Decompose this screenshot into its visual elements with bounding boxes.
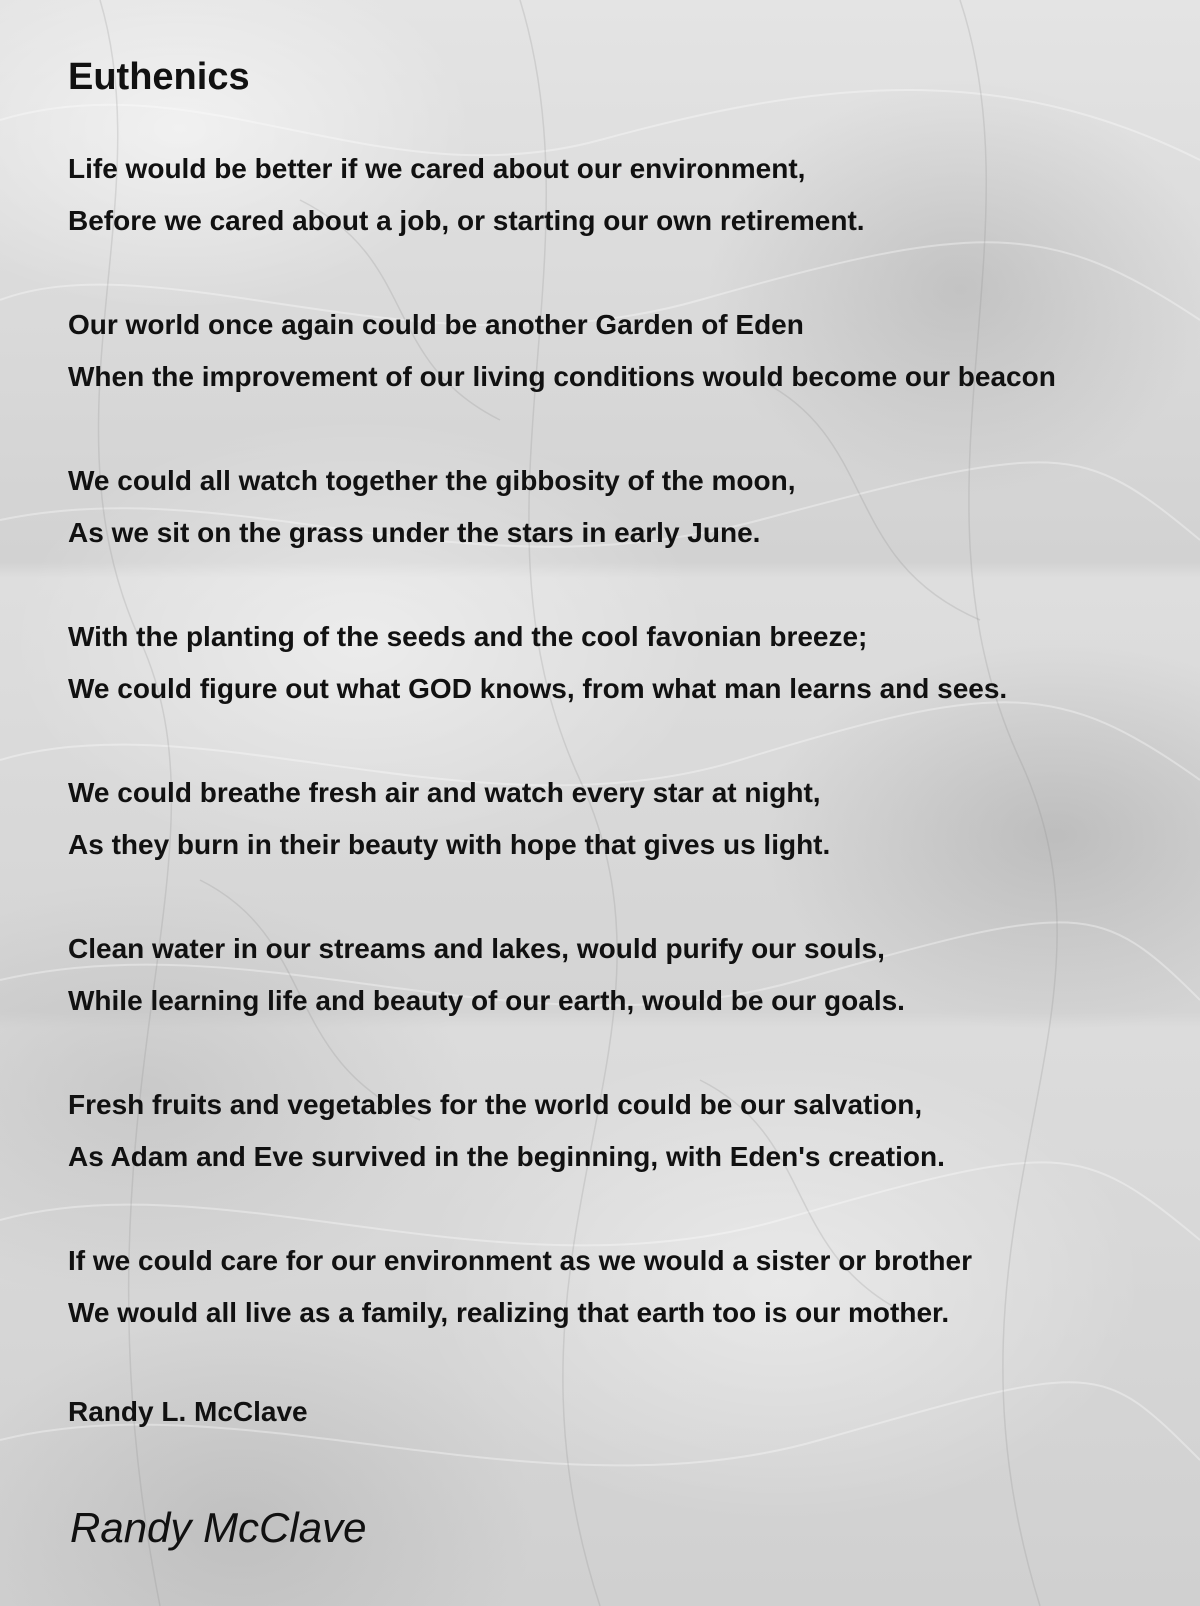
stanza-5 xyxy=(68,767,1200,871)
stanza-3 xyxy=(68,455,1200,559)
poem-line: Before we cared about a job, or starting our own retirement. xyxy=(68,205,865,236)
poem-line: If we could care for our environment as we would a sister or brother xyxy=(68,1245,972,1276)
poem-line: We could all watch together the gibbosity of the moon, xyxy=(68,465,796,496)
poem-line: While learning life and beauty of our earth, would be our goals. xyxy=(68,985,905,1016)
poem-line: With the planting of the seeds and the cool favonian breeze; xyxy=(68,621,868,652)
poem-line: We could breathe fresh air and watch every star at night, xyxy=(68,777,821,808)
stanza-1 xyxy=(68,143,1200,247)
poem-line: Fresh fruits and vegetables for the world could be our salvation, xyxy=(68,1089,923,1120)
poem-line: We would all live as a family, realizing that earth too is our mother. xyxy=(68,1297,950,1328)
stanza-6 xyxy=(68,923,1200,1027)
poem-line: Clean water in our streams and lakes, would purify our souls, xyxy=(68,933,885,964)
stanza-8 xyxy=(68,1235,1200,1339)
poem-line: We could figure out what GOD knows, from what man learns and sees. xyxy=(68,673,1008,704)
poem-line: As Adam and Eve survived in the beginning, with Eden's creation. xyxy=(68,1141,945,1172)
author-signature: Randy McClave xyxy=(70,1504,367,1551)
poem-line: When the improvement of our living conditions would become our beacon xyxy=(68,361,1056,392)
stanza-4 xyxy=(68,611,1200,715)
poem xyxy=(68,52,1200,1438)
poem-line: Our world once again could be another Garden of Eden xyxy=(68,309,804,340)
poem-line: As they burn in their beauty with hope that gives us light. xyxy=(68,829,831,860)
poem-title: Euthenics xyxy=(68,56,250,98)
poem-line: As we sit on the grass under the stars in early June. xyxy=(68,517,761,548)
stanza-2 xyxy=(68,299,1200,403)
poem-author: Randy L. McClave xyxy=(68,1396,308,1427)
poem-line: Life would be better if we cared about our environment, xyxy=(68,153,806,184)
stanza-7 xyxy=(68,1079,1200,1183)
poem-body xyxy=(68,143,1200,1438)
